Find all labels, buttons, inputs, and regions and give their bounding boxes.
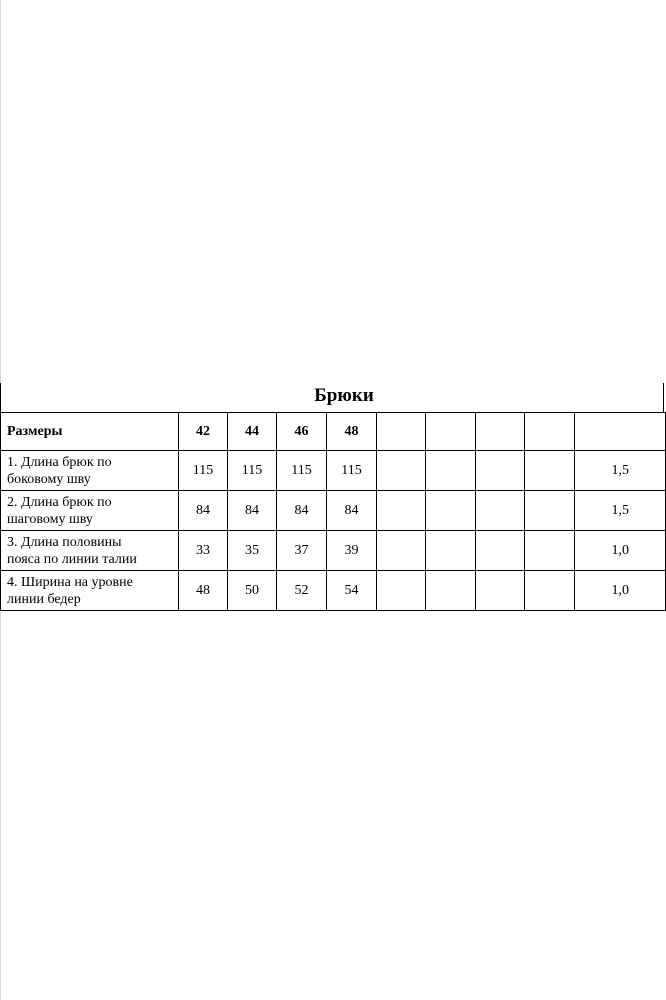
measurement-label-line: пояса по линии талии bbox=[7, 551, 137, 567]
measurement-value: 48 bbox=[179, 571, 228, 611]
size-header-empty bbox=[525, 413, 575, 451]
measurement-label bbox=[1, 531, 179, 571]
size-header: 44 bbox=[228, 413, 277, 451]
tolerance-value: 1,5 bbox=[575, 451, 666, 491]
measurement-value-empty bbox=[476, 451, 525, 491]
measurement-value: 84 bbox=[277, 491, 327, 531]
tolerance-value: 1,0 bbox=[575, 571, 666, 611]
measurement-value: 84 bbox=[179, 491, 228, 531]
measurement-label-line: шаговому шву bbox=[7, 511, 93, 527]
tolerance-header bbox=[575, 413, 666, 451]
measurement-value: 52 bbox=[277, 571, 327, 611]
measurement-label-line: 2. Длина брюк по bbox=[7, 494, 112, 510]
measurement-value: 115 bbox=[228, 451, 277, 491]
table-row bbox=[1, 491, 666, 531]
measurement-value: 39 bbox=[327, 531, 377, 571]
measurement-label-line: 3. Длина половины bbox=[7, 534, 122, 550]
measurement-value-empty bbox=[377, 451, 426, 491]
size-table bbox=[0, 412, 666, 611]
size-header-empty bbox=[476, 413, 525, 451]
measurement-value-empty bbox=[525, 531, 575, 571]
measurement-value: 33 bbox=[179, 531, 228, 571]
measurement-value-empty bbox=[525, 451, 575, 491]
measurement-label-line: 4. Ширина на уровне bbox=[7, 574, 133, 590]
size-header: 42 bbox=[179, 413, 228, 451]
measurement-label-line: боковому шву bbox=[7, 471, 91, 487]
measurement-label bbox=[1, 491, 179, 531]
measurement-value-empty bbox=[525, 491, 575, 531]
table-row bbox=[1, 571, 666, 611]
measurement-value: 115 bbox=[277, 451, 327, 491]
size-header-empty bbox=[377, 413, 426, 451]
measurement-value: 37 bbox=[277, 531, 327, 571]
size-header: 46 bbox=[277, 413, 327, 451]
measurement-value-empty bbox=[476, 531, 525, 571]
size-header: 48 bbox=[327, 413, 377, 451]
measurement-label bbox=[1, 451, 179, 491]
measurement-value: 84 bbox=[228, 491, 277, 531]
measurement-value-empty bbox=[377, 491, 426, 531]
tolerance-value: 1,5 bbox=[575, 491, 666, 531]
measurement-value: 115 bbox=[327, 451, 377, 491]
measurement-value: 54 bbox=[327, 571, 377, 611]
measurement-value-empty bbox=[426, 451, 476, 491]
measurement-value-empty bbox=[426, 491, 476, 531]
measurement-label bbox=[1, 571, 179, 611]
measurement-value-empty bbox=[525, 571, 575, 611]
measurement-value: 50 bbox=[228, 571, 277, 611]
table-row bbox=[1, 531, 666, 571]
measurement-value-empty bbox=[476, 491, 525, 531]
header-label: Размеры bbox=[1, 413, 179, 451]
measurement-value-empty bbox=[476, 571, 525, 611]
measurement-value: 35 bbox=[228, 531, 277, 571]
measurement-label-line: линии бедер bbox=[7, 591, 81, 607]
measurement-value-empty bbox=[377, 531, 426, 571]
table-row bbox=[1, 451, 666, 491]
table-title: Брюки bbox=[314, 385, 374, 406]
measurement-label-line: 1. Длина брюк по bbox=[7, 454, 112, 470]
measurement-value-empty bbox=[377, 571, 426, 611]
tolerance-value: 1,0 bbox=[575, 531, 666, 571]
measurement-value-empty bbox=[426, 531, 476, 571]
measurement-value: 115 bbox=[179, 451, 228, 491]
size-header-empty bbox=[426, 413, 476, 451]
header-row bbox=[1, 413, 666, 451]
measurement-value: 84 bbox=[327, 491, 377, 531]
measurement-value-empty bbox=[426, 571, 476, 611]
